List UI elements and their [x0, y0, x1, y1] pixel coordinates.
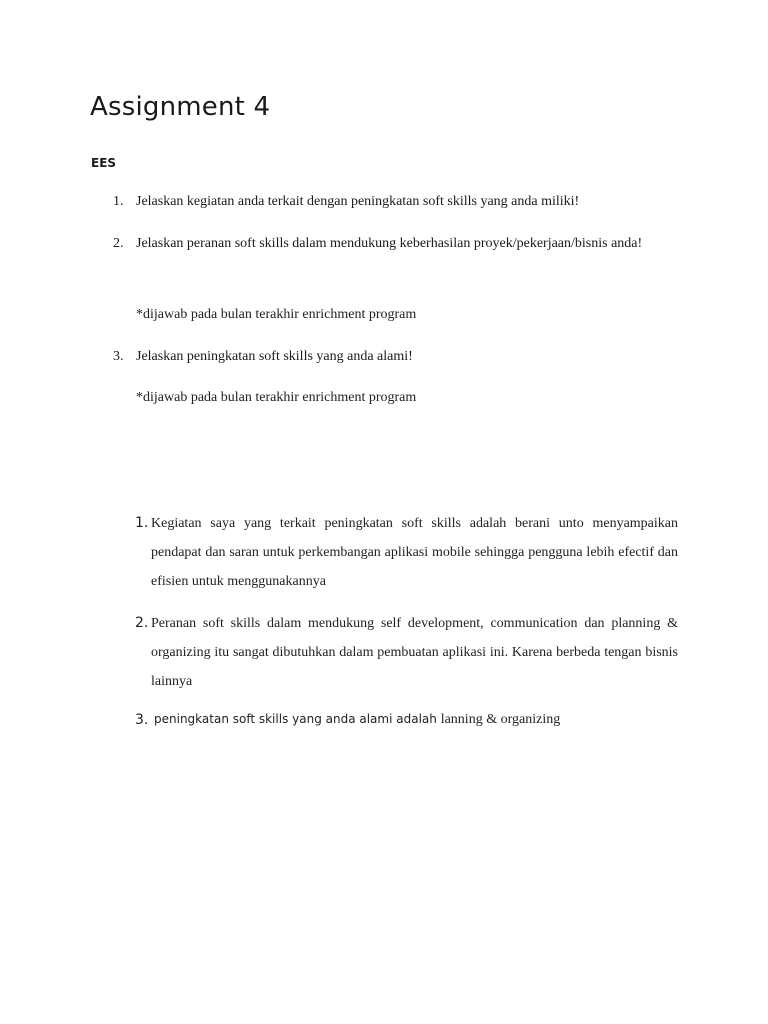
answer-number: 2. — [135, 615, 149, 631]
question-text: Jelaskan peningkatan soft skills yang anda alami! — [136, 349, 413, 364]
question-text: Jelaskan kegiatan anda terkait dengan peningkatan soft skills yang anda miliki! — [136, 194, 580, 209]
answer-text — [151, 609, 678, 696]
question-note: *dijawab pada bulan terakhir enrichment program — [136, 390, 417, 405]
question-number: 2. — [113, 236, 124, 251]
question-text: Jelaskan peranan soft skills dalam mendukung keberhasilan proyek/pekerjaan/bisnis anda! — [136, 236, 643, 251]
answer-text-part2: lanning & organizing — [440, 712, 561, 727]
answer-text-part1: peningkatan soft skills yang anda alami adalah — [154, 712, 437, 726]
question-number: 1. — [113, 194, 124, 209]
section-label: EES — [91, 156, 117, 170]
answer-text-content: Peranan soft skills dalam mendukung self development, communication dan planning & organizing itu sangat dibutuhkan dalam pembuatan aplikasi ini. Karena berbeda tengan bisnis lainnya — [151, 616, 678, 689]
answer-text — [154, 712, 560, 728]
document-title: Assignment 4 — [90, 92, 271, 122]
answer-number: 1. — [135, 515, 149, 531]
answer-number: 3. — [135, 712, 149, 728]
answer-text — [151, 509, 678, 596]
question-number: 3. — [113, 349, 124, 364]
question-note: *dijawab pada bulan terakhir enrichment program — [136, 307, 417, 322]
answer-text-content: Kegiatan saya yang terkait peningkatan soft skills adalah berani unto menyampaikan pendapat dan saran untuk perkembangan aplikasi mobile sehingga pengguna lebih efectif dan efisien untuk menggunakannya — [151, 516, 678, 589]
